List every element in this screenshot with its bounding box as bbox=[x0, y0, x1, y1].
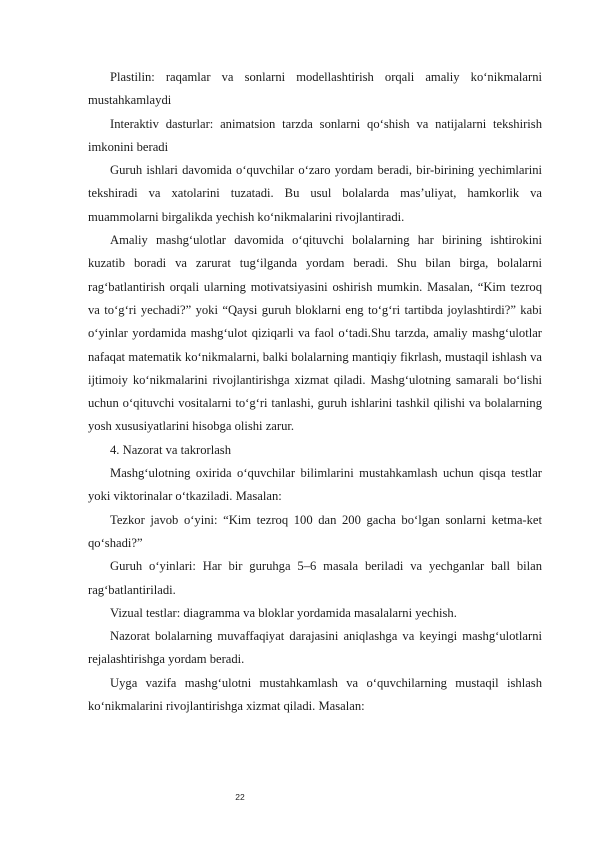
paragraph-nazorat: Nazorat bolalarning muvaffaqiyat darajasini aniqlashga va keyingi mashg‘ulotlarni rejalashtirishga yordam beradi. bbox=[88, 629, 542, 667]
paragraph-amaliy-mashgulotlar: Amaliy mashg‘ulotlar davomida o‘qituvchi bolalarning har birining ishtirokini kuzatib boradi va zarurat tug‘ilganda yordam beradi. Shu bilan birga, bolalarni rag‘batlantirish orqali ularning motivatsiyasini oshirish mumkin. Masalan, “Kim tezroq va to‘g‘ri yechadi?” yoki “Qaysi guruh bloklarni eng to‘g‘ri tartibda joylashtirdi?” kabi o‘yinlar yordamida mashg‘ulot qiziqarli va faol o‘tadi.Shu tarzda, amaliy mashg‘ulotlar nafaqat matematik ko‘nikmalarni, balki bolalarning mantiqiy fikrlash, mustaqil ishlash va ijtimoiy ko‘nikmalarini rivojlantirishga xizmat qiladi. Mashg‘ulotning samarali bo‘lishi uchun o‘qituvchi vositalarni to‘g‘ri tanlashi, guruh ishlarini tashkil qilishi va bolalarning yosh xususiyatlarini hisobga olishi zarur. bbox=[88, 233, 542, 434]
paragraph-mashgulot-oxirida: Mashg‘ulotning oxirida o‘quvchilar bilimlarini mustahkamlash uchun qisqa testlar yoki viktorinalar o‘tkaziladi. Masalan: bbox=[88, 466, 542, 504]
paragraph-plastilin: Plastilin: raqamlar va sonlarni modellashtirish orqali amaliy ko‘nikmalarni mustahkamlaydi bbox=[88, 70, 542, 108]
page-number: 22 bbox=[235, 792, 245, 802]
paragraph-uyga-vazifa: Uyga vazifa mashg‘ulotni mustahkamlash va o‘quvchilarning mustaqil ishlash ko‘nikmalarini rivojlantirishga xizmat qiladi. Masalan: bbox=[88, 675, 542, 714]
page-body bbox=[88, 66, 542, 718]
paragraph-vizual-testlar: Vizual testlar: diagramma va bloklar yordamida masalalarni yechish. bbox=[110, 605, 457, 620]
paragraph-tezkor-javob: Tezkor javob o‘yini: “Kim tezroq 100 dan 200 gacha bo‘lgan sonlarni ketma-ket qo‘shadi?” bbox=[88, 512, 542, 550]
section-heading-nazorat: 4. Nazorat va takrorlash bbox=[110, 442, 231, 457]
paragraph-interaktiv-dasturlar: Interaktiv dasturlar: animatsion tarzda sonlarni qo‘shish va natijalarni tekshirish imkonini beradi bbox=[88, 116, 542, 154]
paragraph-guruh-ishlari: Guruh ishlari davomida o‘quvchilar o‘zaro yordam beradi, bir-birining yechimlarini tekshiradi va xatolarini tuzatadi. Bu usul bolalarda mas’uliyat, hamkorlik va muammolarni birgalikda yechish ko‘nikmalarini rivojlantiradi. bbox=[88, 163, 542, 224]
paragraph-guruh-oyinlari: Guruh o‘yinlari: Har bir guruhga 5–6 masala beriladi va yechganlar ball bilan rag‘batlantiriladi. bbox=[88, 559, 542, 597]
